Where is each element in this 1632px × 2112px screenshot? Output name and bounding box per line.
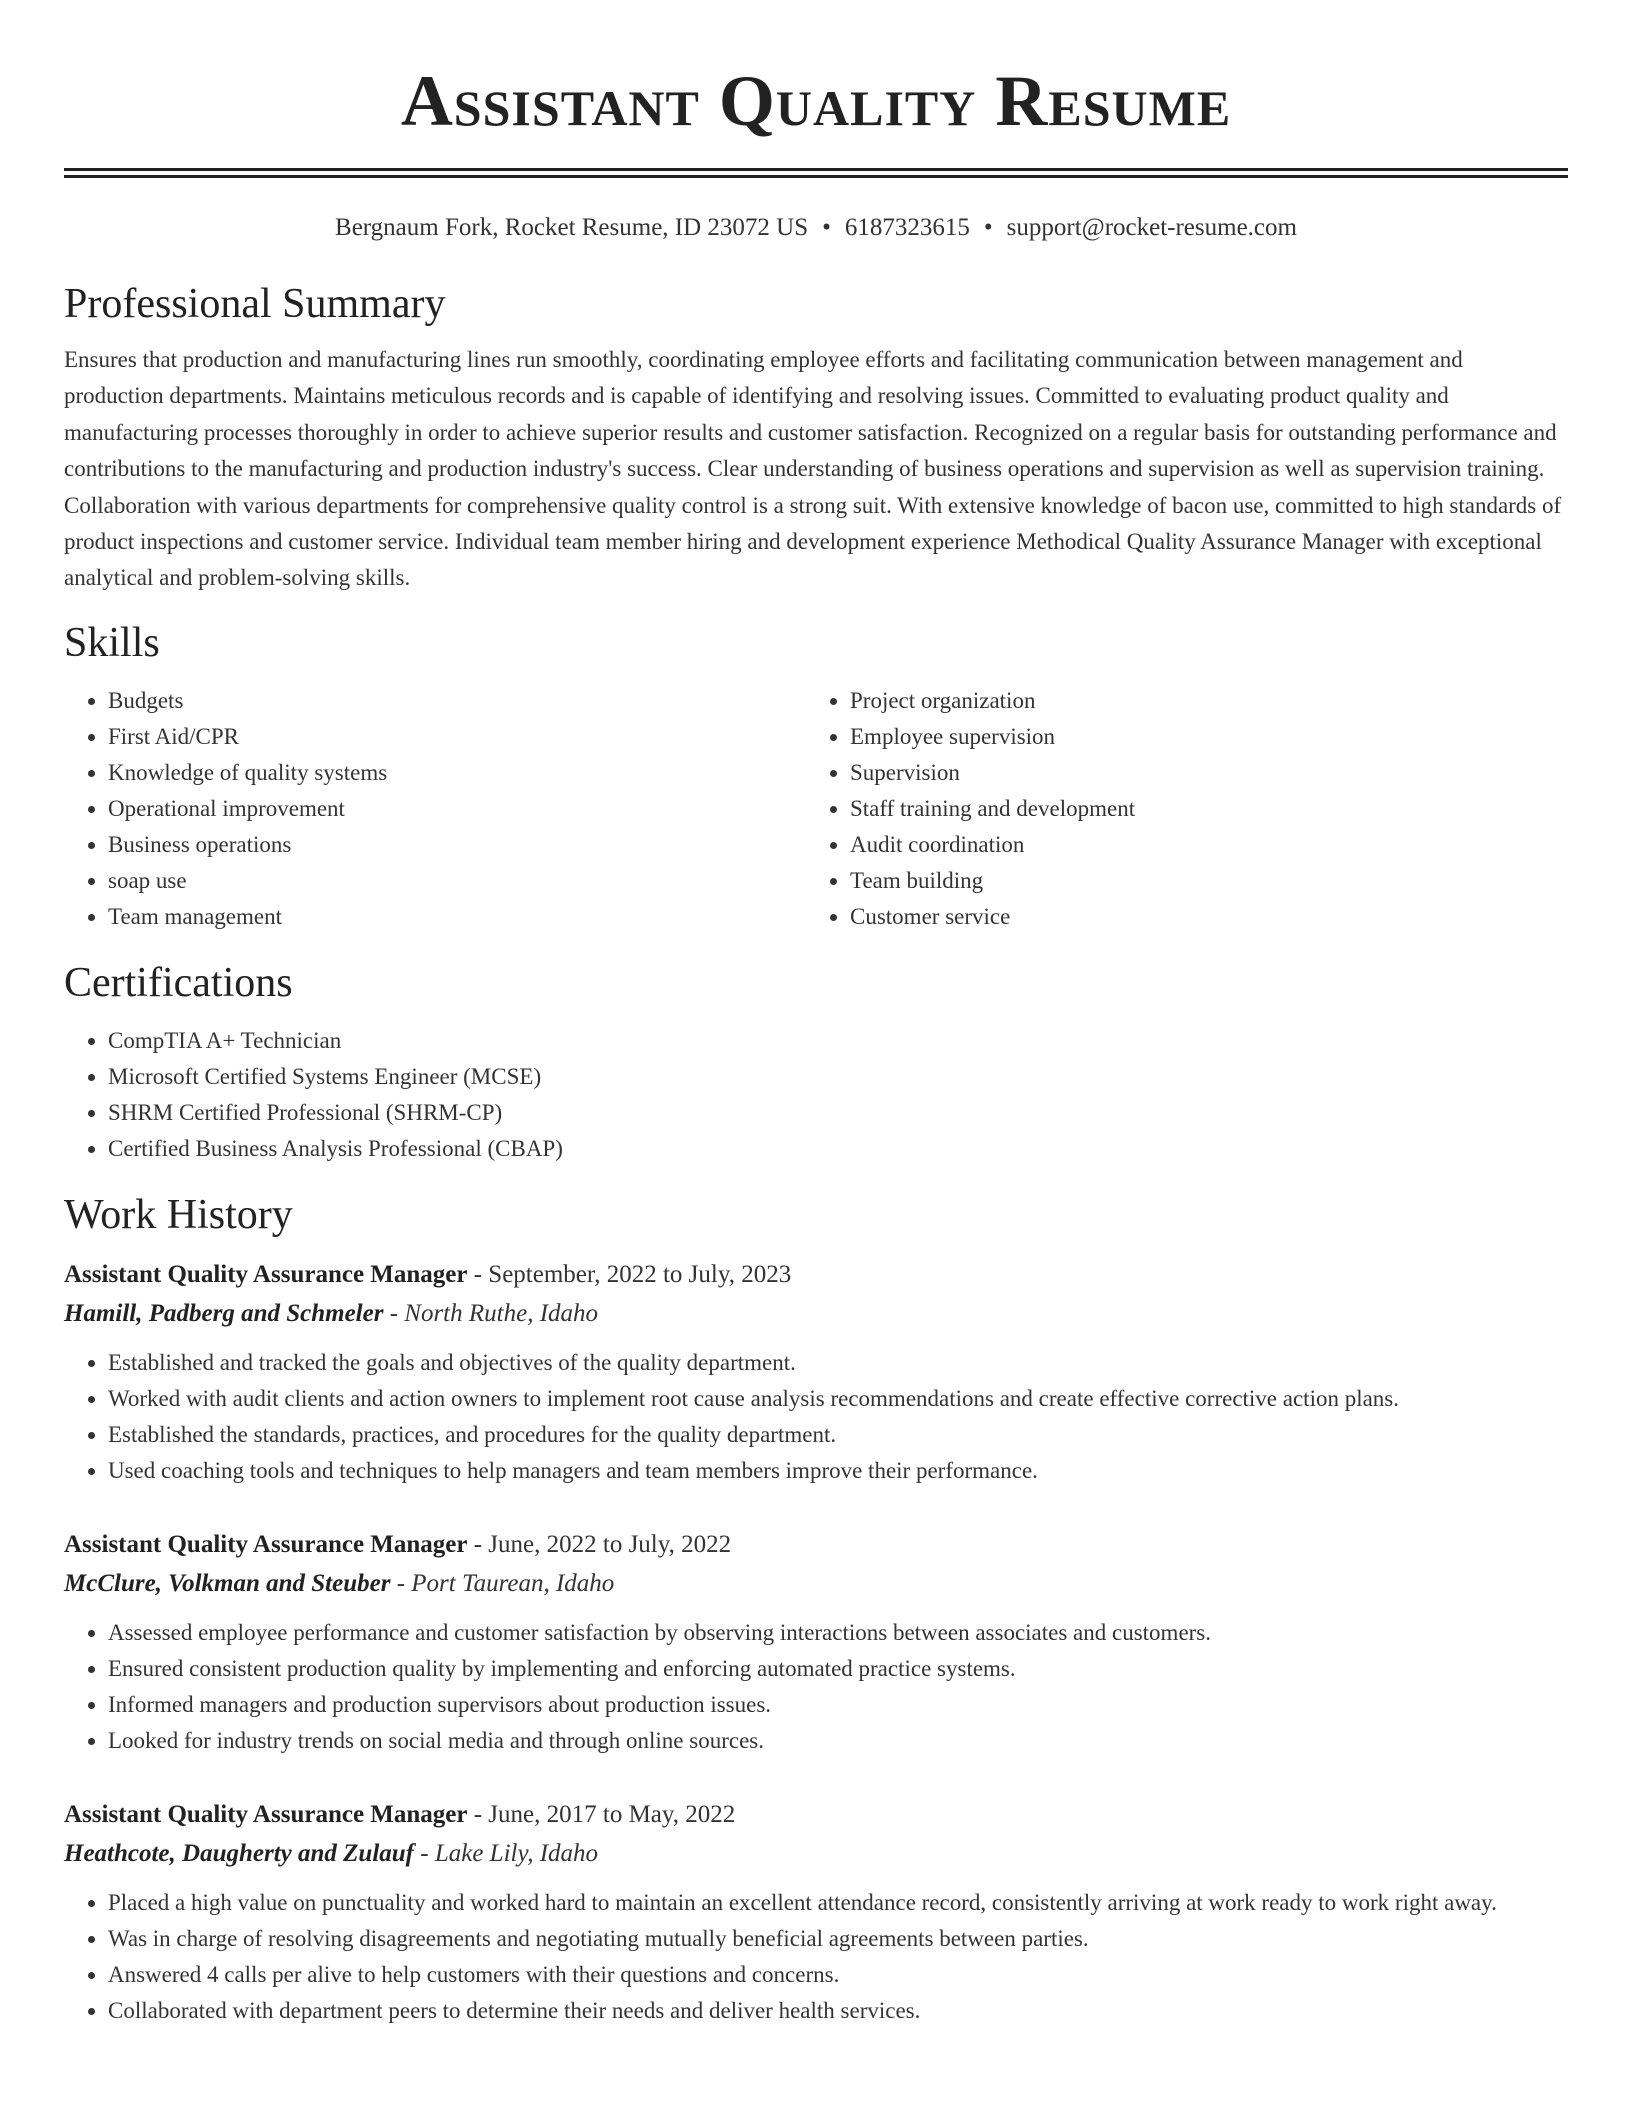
job-duties-list [64, 1885, 1568, 2029]
job-entry [64, 1795, 1568, 2029]
company-name: McClure, Volkman and Steuber [64, 1569, 391, 1597]
resume-title: Assistant Quality Resume [400, 61, 1232, 141]
skill-item: • soap use [108, 863, 806, 899]
skill-item: • Budgets [108, 683, 806, 719]
job-duties-list [64, 1615, 1568, 1759]
contact-line [64, 212, 1568, 244]
job-duty: • Used coaching tools and techniques to help managers and team members improve their performance. [108, 1453, 1568, 1489]
job-duty: • Established and tracked the goals and objectives of the quality department. [108, 1345, 1568, 1381]
company-line [64, 1835, 1568, 1873]
job-entry [64, 1525, 1568, 1759]
certifications-list [64, 1023, 1568, 1167]
summary-heading: Professional Summary [64, 281, 446, 327]
contact-address: Bergnaum Fork, Rocket Resume, ID 23072 US [335, 214, 809, 241]
skill-item: • Team building [850, 863, 1548, 899]
job-title-line [64, 1255, 1568, 1295]
job-title: Assistant Quality Assurance Manager [64, 1800, 468, 1828]
contact-separator: • [822, 214, 831, 241]
skill-item: • Team management [108, 899, 806, 935]
skill-item: • Audit coordination [850, 827, 1548, 863]
job-title-line [64, 1795, 1568, 1835]
certification-item: • CompTIA A+ Technician [108, 1023, 1568, 1059]
skill-item: • Staff training and development [850, 791, 1548, 827]
job-duty: • Was in charge of resolving disagreements and negotiating mutually beneficial agreements between parties. [108, 1921, 1568, 1957]
job-duty: • Looked for industry trends on social media and through online sources. [108, 1723, 1568, 1759]
skill-item: • Operational improvement [108, 791, 806, 827]
skill-item: • Knowledge of quality systems [108, 755, 806, 791]
contact-separator: • [983, 214, 993, 241]
skill-item: • First Aid/CPR [108, 719, 806, 755]
job-duty: • Collaborated with department peers to determine their needs and deliver health services. [108, 1993, 1568, 2029]
skills-column-right [806, 683, 1548, 935]
summary-text: Ensures that production and manufacturing lines run smoothly, coordinating employee efforts and facilitating communication between management and production departments. Maintains meticulous records and is capable of identifying and resolving issues. Committed to evaluating product quality and manufacturing processes thoroughly in order to achieve superior results and customer satisfaction. Recognized on a regular basis for outstanding performance and contributions to the manufacturing and production industry's success. Clear understanding of business operations and supervision as well as supervision training. Collaboration with various departments for comprehensive quality control is a strong suit. With extensive knowledge of bacon use, committed to high standards of product inspections and customer service. Individual team member hiring and development experience Methodical Quality Assurance Manager with exceptional analytical and problem-solving skills. [64, 347, 1562, 591]
job-dates: - June, 2022 to July, 2022 [467, 1530, 732, 1558]
job-dates: - June, 2017 to May, 2022 [467, 1800, 736, 1828]
job-duty: • Placed a high value on punctuality and worked hard to maintain an excellent attendance record, consistently arriving at work ready to work right away. [108, 1885, 1568, 1921]
skill-item: • Supervision [850, 755, 1548, 791]
job-title: Assistant Quality Assurance Manager [64, 1260, 468, 1288]
title-divider [64, 168, 1568, 178]
job-duty: • Worked with audit clients and action owners to implement root cause analysis recommendations and create effective corrective action plans. [108, 1381, 1568, 1417]
job-title-line [64, 1525, 1568, 1565]
job-title: Assistant Quality Assurance Manager [64, 1530, 468, 1558]
skill-item: • Business operations [108, 827, 806, 863]
company-location: - North Ruthe, Idaho [383, 1299, 599, 1327]
company-line [64, 1565, 1568, 1603]
company-name: Heathcote, Daugherty and Zulauf [64, 1839, 415, 1867]
certification-item: • Certified Business Analysis Professional (CBAP) [108, 1131, 1568, 1167]
skill-item: • Project organization [850, 683, 1548, 719]
job-duty: • Ensured consistent production quality by implementing and enforcing automated practice systems. [108, 1651, 1568, 1687]
work-history-heading: Work History [64, 1191, 293, 1238]
skill-item: • Employee supervision [850, 719, 1548, 755]
job-dates: - September, 2022 to July, 2023 [467, 1260, 792, 1288]
certification-item: • SHRM Certified Professional (SHRM-CP) [108, 1095, 1568, 1131]
skills-heading: Skills [64, 619, 160, 666]
skills-grid [64, 683, 1568, 935]
contact-email: support@rocket-resume.com [1006, 214, 1297, 241]
company-line [64, 1295, 1568, 1333]
contact-phone: 6187323615 [844, 214, 970, 241]
job-duties-list [64, 1345, 1568, 1489]
skill-item: • Customer service [850, 899, 1548, 935]
job-duty: • Established the standards, practices, and procedures for the quality department. [108, 1417, 1568, 1453]
company-name: Hamill, Padberg and Schmeler [64, 1299, 384, 1327]
company-location: - Lake Lily, Idaho [414, 1839, 599, 1867]
job-duty: • Assessed employee performance and customer satisfaction by observing interactions between associates and customers. [108, 1615, 1568, 1651]
job-duty: • Informed managers and production supervisors about production issues. [108, 1687, 1568, 1723]
job-duty: • Answered 4 calls per alive to help customers with their questions and concerns. [108, 1957, 1568, 1993]
certifications-heading: Certifications [64, 959, 293, 1006]
job-entry [64, 1255, 1568, 1489]
company-location: - Port Taurean, Idaho [390, 1569, 615, 1597]
skills-column-left [64, 683, 806, 935]
certification-item: • Microsoft Certified Systems Engineer (MCSE) [108, 1059, 1568, 1095]
